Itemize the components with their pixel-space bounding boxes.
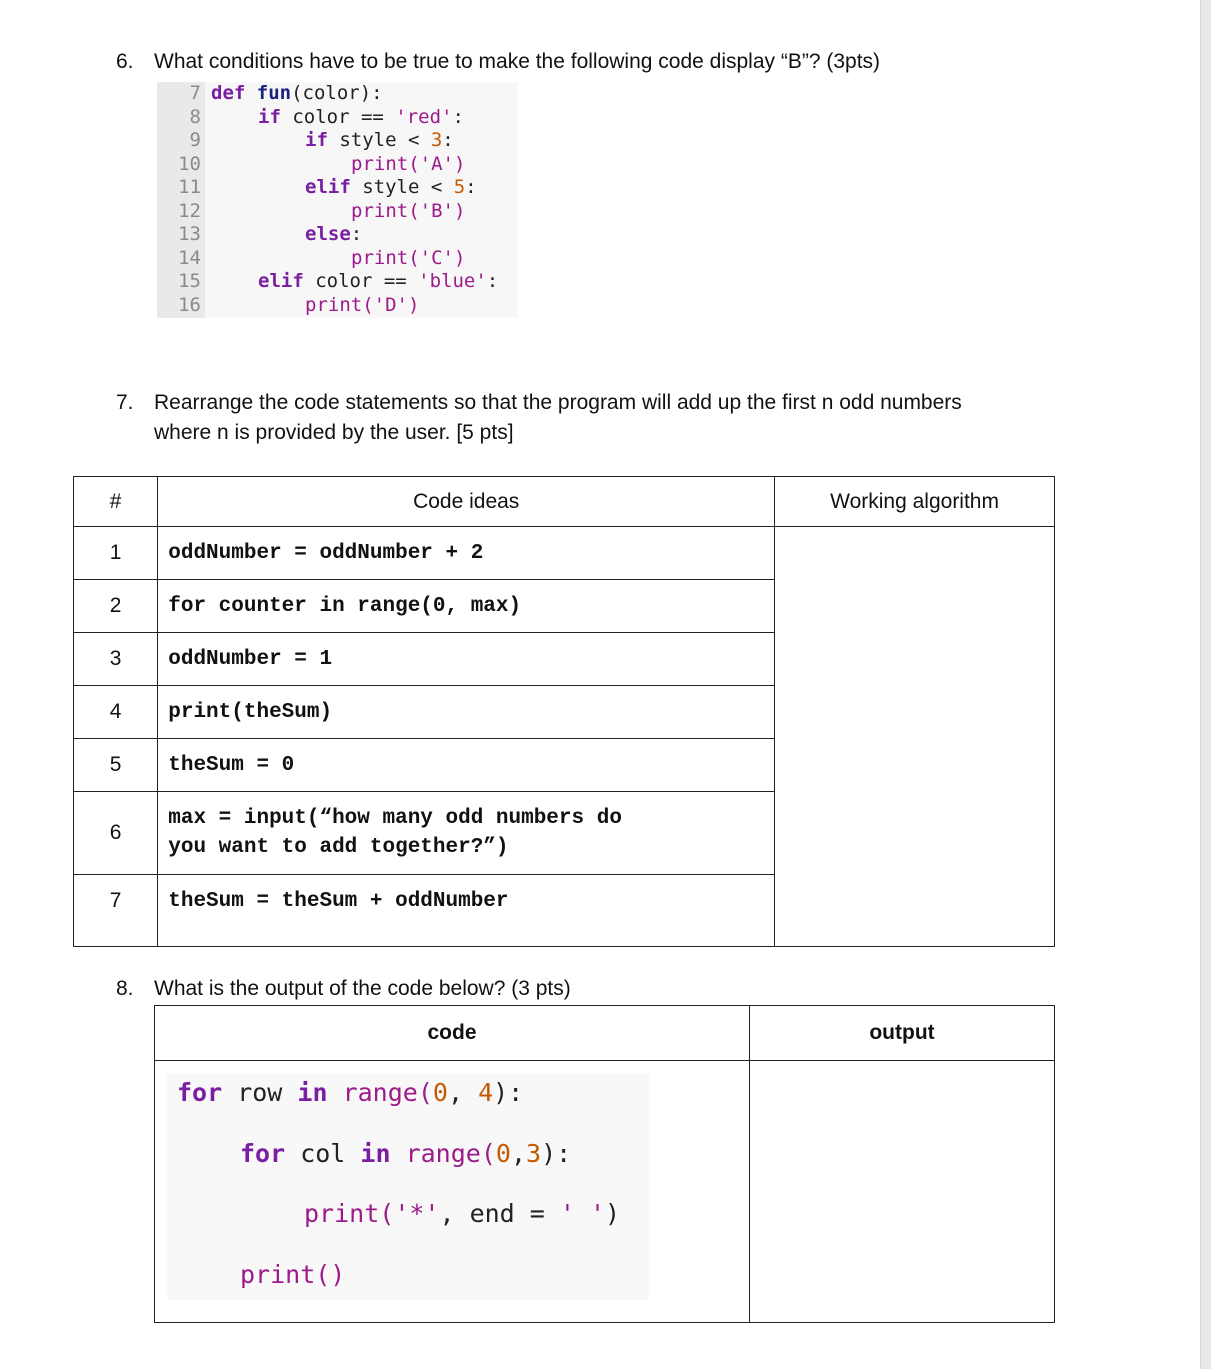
code-ideas-table: [73, 476, 1055, 947]
question-8-text: What is the output of the code below? (3 pts): [154, 977, 571, 1000]
row-index: 5: [74, 739, 158, 792]
code-line: elif color == 'blue':: [258, 270, 499, 292]
table-header-row: [155, 1006, 1055, 1061]
header-code-ideas: Code ideas: [158, 477, 775, 527]
row-index: 7: [74, 875, 158, 947]
page-scrollbar[interactable]: [1200, 0, 1211, 1369]
question-8-number: 8.: [116, 977, 134, 1000]
code-line: for col in range(0,3):: [240, 1139, 572, 1168]
line-number: 8: [189, 105, 201, 128]
header-working-algorithm: Working algorithm: [775, 477, 1055, 527]
table-row: [74, 527, 1055, 580]
question-6-text: What conditions have to be true to make the following code display “B”? (3pts): [154, 50, 881, 73]
row-index: 4: [74, 686, 158, 739]
line-number: 11: [178, 176, 201, 198]
row-index: 3: [74, 633, 158, 686]
line-number: 14: [178, 246, 201, 269]
code-line: if style < 3:: [305, 129, 454, 151]
code-idea: [158, 792, 775, 875]
code-line: print('C'): [351, 246, 466, 269]
question-6-number: 6.: [116, 50, 134, 73]
code-idea-line2: you want to add together?”): [168, 836, 509, 859]
code-line: print('B'): [351, 199, 466, 222]
header-output: output: [750, 1006, 1055, 1061]
line-number: 13: [178, 223, 201, 245]
code-idea: print(theSum): [158, 686, 775, 739]
line-number: 15: [178, 270, 201, 292]
output-cell[interactable]: [750, 1061, 1055, 1323]
row-index: 6: [74, 792, 158, 875]
line-number: 10: [178, 152, 201, 175]
header-index: #: [74, 477, 158, 527]
line-number: 9: [189, 129, 201, 151]
code-line: if color == 'red':: [258, 105, 464, 128]
code-line: print('A'): [351, 152, 466, 175]
code-idea: oddNumber = oddNumber + 2: [158, 527, 775, 580]
code-line: elif style < 5:: [305, 176, 477, 198]
table-header-row: [74, 477, 1055, 527]
code-line: print(): [240, 1260, 346, 1289]
question-7-number: 7.: [116, 391, 134, 414]
code-line: def fun(color):: [211, 82, 383, 104]
line-number: 16: [178, 293, 201, 316]
code-line: else:: [305, 223, 363, 245]
code-block-q6: [157, 82, 518, 318]
row-index: 1: [74, 527, 158, 580]
header-code: code: [155, 1006, 750, 1061]
code-block-q8: [167, 1074, 649, 1300]
line-number: 7: [189, 82, 201, 104]
row-index: 2: [74, 580, 158, 633]
code-idea: theSum = theSum + oddNumber: [158, 875, 775, 947]
code-line: print('D'): [305, 293, 420, 316]
question-7-text-line1: Rearrange the code statements so that the program will add up the first n odd numbers: [154, 391, 962, 414]
line-number: 12: [178, 199, 201, 222]
code-line: for row in range(0, 4):: [177, 1078, 524, 1107]
code-idea: theSum = 0: [158, 739, 775, 792]
question-7-text-line2: where n is provided by the user. [5 pts]: [154, 421, 514, 444]
code-idea: for counter in range(0, max): [158, 580, 775, 633]
code-line: print('*', end = ' '): [304, 1199, 621, 1228]
working-algorithm-cell[interactable]: [775, 527, 1055, 947]
code-idea: oddNumber = 1: [158, 633, 775, 686]
code-idea-line1: max = input(“how many odd numbers do: [168, 807, 622, 830]
